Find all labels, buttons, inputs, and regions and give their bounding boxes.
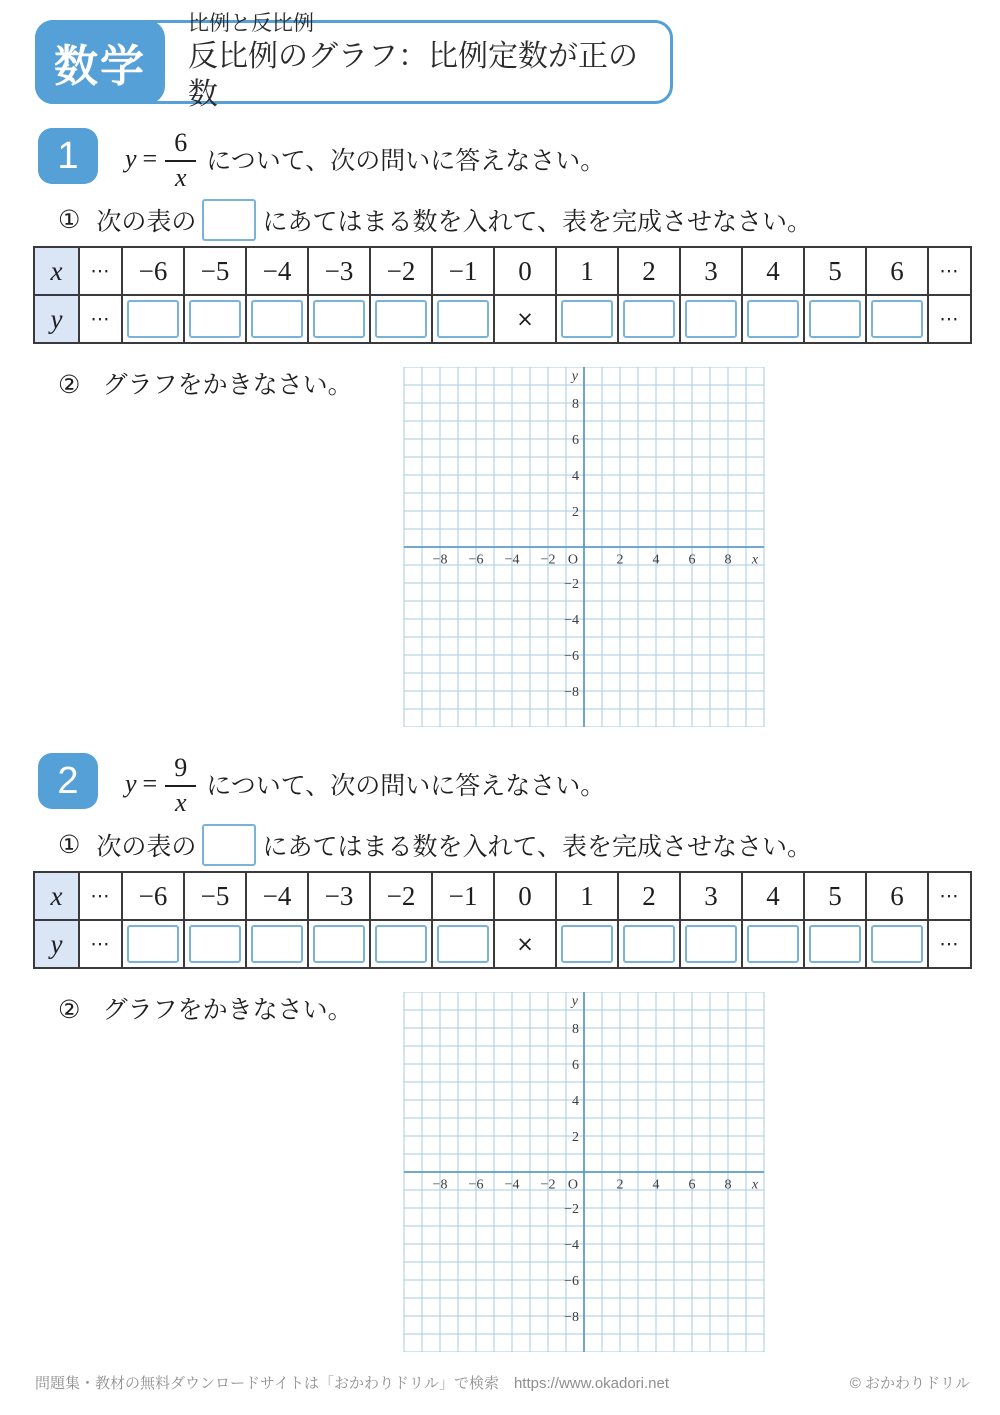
y-answer-cell (432, 920, 494, 968)
formula-lhs: y (125, 144, 137, 173)
sub-question-2 (58, 990, 353, 1026)
y-tick-label: 8 (572, 1022, 579, 1037)
equals-sign: = (142, 144, 158, 173)
x-value-cell: −5 (184, 872, 246, 920)
answer-input-box[interactable] (189, 300, 241, 338)
answer-input-box[interactable] (127, 300, 179, 338)
x-tick-label: 6 (688, 1177, 696, 1193)
problem-formula (125, 750, 605, 818)
y-tick-label: −2 (564, 1202, 579, 1217)
x-value-cell: 0 (494, 247, 556, 295)
y-tick-label: 6 (572, 1058, 579, 1073)
x-value-cell: 3 (680, 872, 742, 920)
answer-input-box[interactable] (871, 925, 923, 963)
footer-copyright: © おかわりドリル (849, 1375, 970, 1392)
x-value-cell: 6 (866, 872, 928, 920)
q1-text-after: にあてはまる数を入れて、表を完成させなさい。 (262, 209, 812, 236)
q2-text: グラフをかきなさい。 (102, 997, 353, 1024)
page-title: 反比例のグラフ：比例定数が正の数 (188, 40, 638, 111)
x-value-cell: −6 (122, 872, 184, 920)
y-tick-label: 6 (572, 433, 579, 448)
x-value-cell: −4 (246, 247, 308, 295)
y-tick-label: −6 (564, 1274, 579, 1289)
y-answer-cell (866, 920, 928, 968)
ellipsis-cell: ⋯ (928, 920, 971, 968)
ellipsis-cell: ⋯ (79, 920, 122, 968)
xy-value-table (33, 871, 972, 969)
ellipsis-cell: ⋯ (928, 872, 971, 920)
y-tick-label: 4 (572, 1094, 579, 1109)
x-value-cell: −4 (246, 872, 308, 920)
y-answer-cell (432, 295, 494, 343)
coordinate-grid[interactable] (400, 367, 768, 727)
formula-instruction: について、次の問いに答えなさい。 (206, 148, 606, 175)
x-value-cell: 6 (866, 247, 928, 295)
circled-number-1: ① (58, 832, 81, 859)
y-undefined-cell: × (494, 295, 556, 343)
answer-input-box[interactable] (251, 300, 303, 338)
y-tick-label: 4 (572, 469, 579, 484)
origin-label: O (567, 552, 578, 568)
answer-input-box[interactable] (685, 925, 737, 963)
fraction-numerator: 6 (165, 128, 196, 161)
x-tick-label: −2 (540, 552, 556, 568)
x-row (34, 872, 971, 920)
table-row-header-x: x (34, 872, 79, 920)
y-answer-cell (308, 295, 370, 343)
ellipsis-cell: ⋯ (79, 247, 122, 295)
x-tick-label: −8 (432, 1177, 448, 1193)
y-answer-cell (246, 920, 308, 968)
answer-input-box[interactable] (375, 925, 427, 963)
y-answer-cell (804, 295, 866, 343)
x-tick-label: −6 (468, 552, 484, 568)
answer-input-box[interactable] (623, 925, 675, 963)
fraction-numerator: 9 (165, 753, 196, 786)
inline-answer-box[interactable] (202, 199, 256, 241)
x-value-cell: 2 (618, 872, 680, 920)
y-answer-cell (122, 920, 184, 968)
answer-input-box[interactable] (313, 300, 365, 338)
ellipsis-cell: ⋯ (79, 295, 122, 343)
header (35, 11, 673, 111)
x-value-cell: −1 (432, 872, 494, 920)
y-tick-label: −6 (564, 649, 579, 664)
x-value-cell: −3 (308, 872, 370, 920)
answer-input-box[interactable] (809, 925, 861, 963)
x-value-cell: 4 (742, 247, 804, 295)
problem-number-badge: 2 (38, 753, 98, 809)
ellipsis-cell: ⋯ (928, 295, 971, 343)
y-answer-cell (866, 295, 928, 343)
y-tick-label: −8 (564, 685, 579, 700)
x-value-cell: 1 (556, 247, 618, 295)
sub-question-2 (58, 365, 353, 401)
x-tick-label: 8 (724, 552, 732, 568)
problem-formula (125, 125, 605, 193)
answer-input-box[interactable] (561, 925, 613, 963)
y-answer-cell (370, 920, 432, 968)
problem-number-badge: 1 (38, 128, 98, 184)
x-value-cell: 4 (742, 872, 804, 920)
answer-input-box[interactable] (127, 925, 179, 963)
xy-value-table (33, 246, 972, 344)
table-row-header-y: y (34, 920, 79, 968)
q1-text-before: 次の表の (96, 209, 197, 236)
x-tick-label: −2 (540, 1177, 556, 1193)
equals-sign: = (142, 769, 158, 798)
q2-text: グラフをかきなさい。 (102, 372, 353, 399)
x-value-cell: 0 (494, 872, 556, 920)
ellipsis-cell: ⋯ (928, 247, 971, 295)
circled-number-2: ② (58, 372, 81, 399)
x-value-cell: 3 (680, 247, 742, 295)
subject-badge: 数学 (35, 20, 165, 104)
answer-input-box[interactable] (375, 300, 427, 338)
y-answer-cell (680, 920, 742, 968)
formula-lhs: y (125, 769, 137, 798)
category-label: 比例と反比例 (188, 11, 314, 35)
x-value-cell: 5 (804, 247, 866, 295)
y-answer-cell (308, 920, 370, 968)
y-row (34, 920, 971, 968)
y-answer-cell (742, 295, 804, 343)
y-tick-label: −2 (564, 577, 579, 592)
y-tick-label: −8 (564, 1310, 579, 1325)
answer-input-box[interactable] (189, 925, 241, 963)
x-tick-label: −6 (468, 1177, 484, 1193)
answer-input-box[interactable] (747, 300, 799, 338)
sub-question-1 (58, 199, 812, 241)
y-answer-cell (680, 295, 742, 343)
y-answer-cell (370, 295, 432, 343)
x-value-cell: −2 (370, 872, 432, 920)
y-tick-label: 8 (572, 397, 579, 412)
x-tick-label: 4 (652, 1177, 660, 1193)
y-answer-cell (556, 920, 618, 968)
y-tick-label: 2 (572, 1130, 579, 1145)
x-tick-label: 4 (652, 552, 660, 568)
fraction (165, 753, 196, 816)
x-tick-label: −8 (432, 552, 448, 568)
y-tick-label: 2 (572, 505, 579, 520)
footer-site-info: 問題集・教材の無料ダウンロードサイトは「おかわりドリル」で検索 https://www.okadori.net (35, 1375, 670, 1392)
fraction-denominator: x (174, 787, 187, 817)
circled-number-1: ① (58, 207, 81, 234)
y-axis-label: y (571, 369, 578, 384)
sub-question-1 (58, 824, 812, 866)
x-value-cell: 2 (618, 247, 680, 295)
x-value-cell: −5 (184, 247, 246, 295)
fraction (165, 128, 196, 191)
x-value-cell: 5 (804, 872, 866, 920)
x-value-cell: −2 (370, 247, 432, 295)
x-tick-label: −4 (504, 552, 520, 568)
y-row (34, 295, 971, 343)
y-answer-cell (618, 920, 680, 968)
x-axis-label: x (751, 552, 759, 568)
q1-text-before: 次の表の (96, 834, 197, 861)
y-axis-label: y (571, 994, 578, 1009)
origin-label: O (567, 1177, 578, 1193)
inline-answer-box[interactable] (202, 824, 256, 866)
x-tick-label: −4 (504, 1177, 520, 1193)
x-tick-label: 2 (616, 552, 624, 568)
y-tick-label: −4 (564, 1238, 579, 1253)
x-value-cell: 1 (556, 872, 618, 920)
y-tick-label: −4 (564, 613, 579, 628)
answer-input-box[interactable] (809, 300, 861, 338)
answer-input-box[interactable] (747, 925, 799, 963)
y-answer-cell (804, 920, 866, 968)
circled-number-2: ② (58, 997, 81, 1024)
answer-input-box[interactable] (313, 925, 365, 963)
formula-instruction: について、次の問いに答えなさい。 (206, 773, 606, 800)
answer-input-box[interactable] (251, 925, 303, 963)
answer-input-box[interactable] (437, 925, 489, 963)
table-row-header-x: x (34, 247, 79, 295)
x-value-cell: −6 (122, 247, 184, 295)
fraction-denominator: x (174, 162, 187, 192)
ellipsis-cell: ⋯ (79, 872, 122, 920)
coordinate-grid[interactable] (400, 992, 768, 1352)
problem-1-section (0, 125, 1000, 750)
table-row-header-y: y (34, 295, 79, 343)
y-answer-cell (246, 295, 308, 343)
x-tick-label: 6 (688, 552, 696, 568)
x-value-cell: −1 (432, 247, 494, 295)
answer-input-box[interactable] (685, 300, 737, 338)
y-answer-cell (742, 920, 804, 968)
y-answer-cell (556, 295, 618, 343)
x-tick-label: 2 (616, 1177, 624, 1193)
q1-text-after: にあてはまる数を入れて、表を完成させなさい。 (262, 834, 812, 861)
y-answer-cell (184, 920, 246, 968)
x-value-cell: −3 (308, 247, 370, 295)
y-undefined-cell: × (494, 920, 556, 968)
answer-input-box[interactable] (871, 300, 923, 338)
x-tick-label: 8 (724, 1177, 732, 1193)
y-answer-cell (122, 295, 184, 343)
answer-input-box[interactable] (437, 300, 489, 338)
x-row (34, 247, 971, 295)
y-answer-cell (618, 295, 680, 343)
footer (35, 1372, 970, 1393)
x-axis-label: x (751, 1177, 759, 1193)
problem-2-section (0, 750, 1000, 1375)
y-answer-cell (184, 295, 246, 343)
answer-input-box[interactable] (561, 300, 613, 338)
answer-input-box[interactable] (623, 300, 675, 338)
